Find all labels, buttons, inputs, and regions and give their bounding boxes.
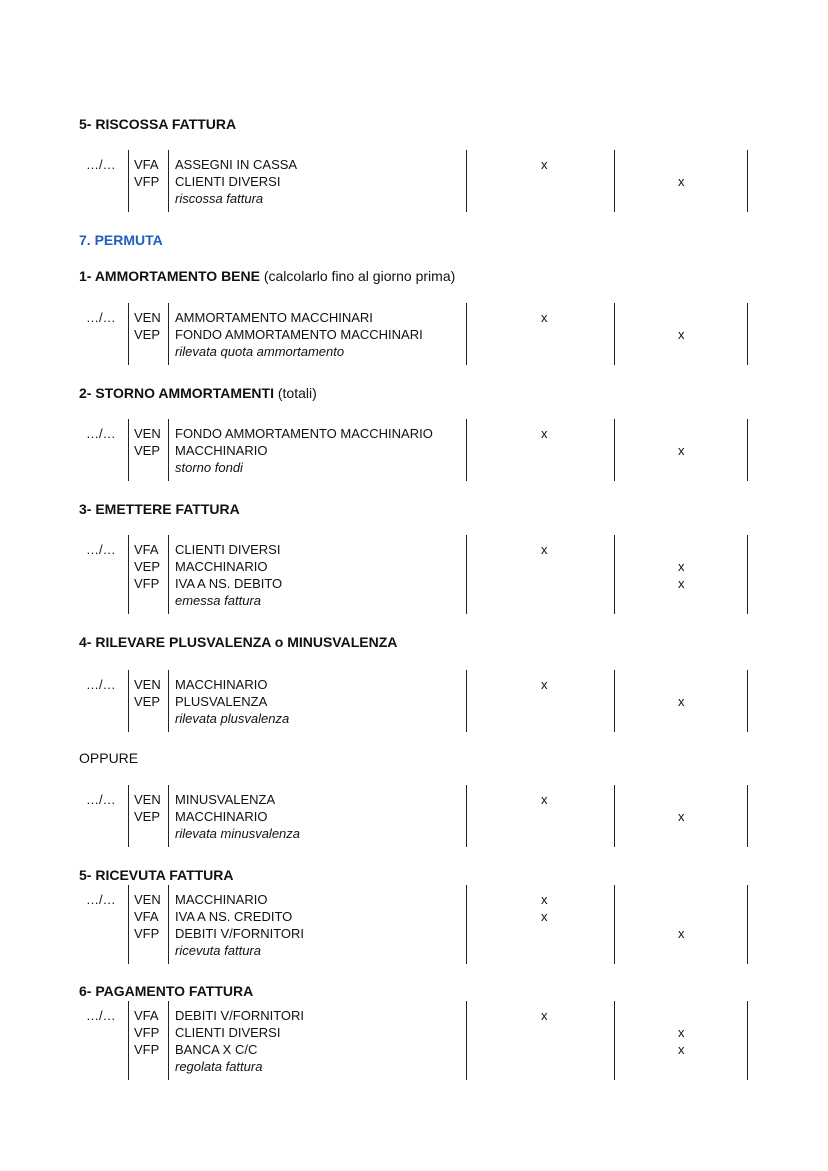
- column-divider: [466, 150, 467, 212]
- entry-code: VEP: [134, 443, 161, 458]
- entry-date: …/…: [86, 892, 116, 907]
- entry-code: VEN: [134, 310, 161, 325]
- entry-code: VFA: [134, 542, 159, 557]
- avere-mark: x: [678, 809, 685, 824]
- entry-account: PLUSVALENZA: [175, 694, 268, 709]
- column-divider: [128, 150, 129, 212]
- column-divider: [168, 535, 169, 614]
- entry-account: CLIENTI DIVERSI: [175, 174, 281, 189]
- column-divider: [128, 535, 129, 614]
- entry-code: VEN: [134, 426, 161, 441]
- column-divider: [128, 1001, 129, 1080]
- column-divider: [168, 303, 169, 365]
- column-divider: [614, 535, 615, 614]
- heading-riscossa-fattura: 5- RISCOSSA FATTURA: [79, 116, 237, 132]
- column-divider: [466, 1001, 467, 1080]
- avere-mark: x: [678, 694, 685, 709]
- entry-description: rilevata minusvalenza: [175, 826, 301, 841]
- heading-pagamento-fattura: 6- PAGAMENTO FATTURA: [79, 983, 254, 999]
- column-divider: [614, 785, 615, 847]
- entry-date: …/…: [86, 792, 116, 807]
- journal-entry: [0, 885, 828, 964]
- column-divider: [747, 535, 748, 614]
- avere-mark: x: [678, 1042, 685, 1057]
- entry-code: VFA: [134, 157, 159, 172]
- column-divider: [747, 150, 748, 212]
- journal-entry: [0, 535, 828, 614]
- heading-permuta: 7. PERMUTA: [79, 232, 163, 248]
- entry-code: VEN: [134, 677, 161, 692]
- dare-mark: x: [541, 157, 548, 172]
- entry-code: VEP: [134, 809, 161, 824]
- entry-description: rilevata quota ammortamento: [175, 344, 345, 359]
- column-divider: [168, 419, 169, 481]
- dare-mark: x: [541, 426, 548, 441]
- entry-description: ricevuta fattura: [175, 943, 261, 958]
- journal-entry: [0, 785, 828, 847]
- column-divider: [168, 885, 169, 964]
- column-divider: [168, 670, 169, 732]
- column-divider: [747, 885, 748, 964]
- column-divider: [614, 150, 615, 212]
- column-divider: [168, 150, 169, 212]
- entry-code: VFA: [134, 909, 159, 924]
- column-divider: [747, 303, 748, 365]
- dare-mark: x: [541, 1008, 548, 1023]
- column-divider: [466, 535, 467, 614]
- dare-mark: x: [541, 909, 548, 924]
- column-divider: [614, 303, 615, 365]
- entry-date: …/…: [86, 1008, 116, 1023]
- heading-ammortamento-bene: 1- AMMORTAMENTO BENE (calcolarlo fino al giorno prima): [79, 268, 456, 284]
- column-divider: [747, 785, 748, 847]
- column-divider: [466, 670, 467, 732]
- column-divider: [128, 670, 129, 732]
- heading-oppure: OPPURE: [79, 750, 139, 766]
- column-divider: [168, 785, 169, 847]
- entry-account: MACCHINARIO: [175, 892, 268, 907]
- entry-account: FONDO AMMORTAMENTO MACCHINARI: [175, 327, 423, 342]
- entry-code: VEP: [134, 559, 161, 574]
- column-divider: [614, 885, 615, 964]
- dare-mark: x: [541, 892, 548, 907]
- entry-account: MACCHINARIO: [175, 677, 268, 692]
- column-divider: [128, 785, 129, 847]
- entry-account: CLIENTI DIVERSI: [175, 542, 281, 557]
- entry-account: FONDO AMMORTAMENTO MACCHINARIO: [175, 426, 433, 441]
- heading-plus-minusvalenza: 4- RILEVARE PLUSVALENZA o MINUSVALENZA: [79, 634, 398, 650]
- dare-mark: x: [541, 677, 548, 692]
- entry-account: DEBITI V/FORNITORI: [175, 1008, 305, 1023]
- avere-mark: x: [678, 174, 685, 189]
- entry-account: MACCHINARIO: [175, 443, 268, 458]
- entry-code: VEN: [134, 892, 161, 907]
- entry-code: VEP: [134, 694, 161, 709]
- dare-mark: x: [541, 542, 548, 557]
- column-divider: [466, 885, 467, 964]
- entry-code: VFP: [134, 926, 160, 941]
- avere-mark: x: [678, 1025, 685, 1040]
- column-divider: [168, 1001, 169, 1080]
- column-divider: [466, 785, 467, 847]
- avere-mark: x: [678, 443, 685, 458]
- heading-emettere-fattura: 3- EMETTERE FATTURA: [79, 501, 240, 517]
- column-divider: [614, 670, 615, 732]
- entry-code: VFP: [134, 174, 160, 189]
- column-divider: [128, 419, 129, 481]
- heading-ricevuta-fattura: 5- RICEVUTA FATTURA: [79, 867, 234, 883]
- entry-account: MACCHINARIO: [175, 559, 268, 574]
- journal-entry: [0, 303, 828, 365]
- journal-entry: [0, 1001, 828, 1080]
- entry-account: DEBITI V/FORNITORI: [175, 926, 305, 941]
- entry-code: VFA: [134, 1008, 159, 1023]
- journal-entry: [0, 150, 828, 212]
- entry-description: emessa fattura: [175, 593, 261, 608]
- entry-date: …/…: [86, 426, 116, 441]
- entry-code: VFP: [134, 1042, 160, 1057]
- entry-account: CLIENTI DIVERSI: [175, 1025, 281, 1040]
- column-divider: [747, 670, 748, 732]
- entry-account: MACCHINARIO: [175, 809, 268, 824]
- entry-date: …/…: [86, 310, 116, 325]
- column-divider: [466, 419, 467, 481]
- column-divider: [128, 885, 129, 964]
- entry-code: VEP: [134, 327, 161, 342]
- entry-description: riscossa fattura: [175, 191, 264, 206]
- column-divider: [466, 303, 467, 365]
- entry-account: ASSEGNI IN CASSA: [175, 157, 298, 172]
- journal-entry: [0, 419, 828, 481]
- entry-description: regolata fattura: [175, 1059, 263, 1074]
- avere-mark: x: [678, 559, 685, 574]
- entry-code: VEN: [134, 792, 161, 807]
- avere-mark: x: [678, 576, 685, 591]
- entry-description: storno fondi: [175, 460, 243, 475]
- entry-description: rilevata plusvalenza: [175, 711, 290, 726]
- avere-mark: x: [678, 327, 685, 342]
- dare-mark: x: [541, 792, 548, 807]
- column-divider: [128, 303, 129, 365]
- entry-date: …/…: [86, 542, 116, 557]
- entry-account: MINUSVALENZA: [175, 792, 276, 807]
- entry-date: …/…: [86, 677, 116, 692]
- entry-account: IVA A NS. CREDITO: [175, 909, 293, 924]
- column-divider: [614, 1001, 615, 1080]
- avere-mark: x: [678, 926, 685, 941]
- column-divider: [747, 419, 748, 481]
- entry-account: IVA A NS. DEBITO: [175, 576, 283, 591]
- column-divider: [614, 419, 615, 481]
- entry-account: AMMORTAMENTO MACCHINARI: [175, 310, 373, 325]
- entry-code: VFP: [134, 576, 160, 591]
- heading-storno-ammortamenti: 2- STORNO AMMORTAMENTI (totali): [79, 385, 317, 401]
- entry-code: VFP: [134, 1025, 160, 1040]
- dare-mark: x: [541, 310, 548, 325]
- entry-account: BANCA X C/C: [175, 1042, 258, 1057]
- column-divider: [747, 1001, 748, 1080]
- journal-entry: [0, 670, 828, 732]
- entry-date: …/…: [86, 157, 116, 172]
